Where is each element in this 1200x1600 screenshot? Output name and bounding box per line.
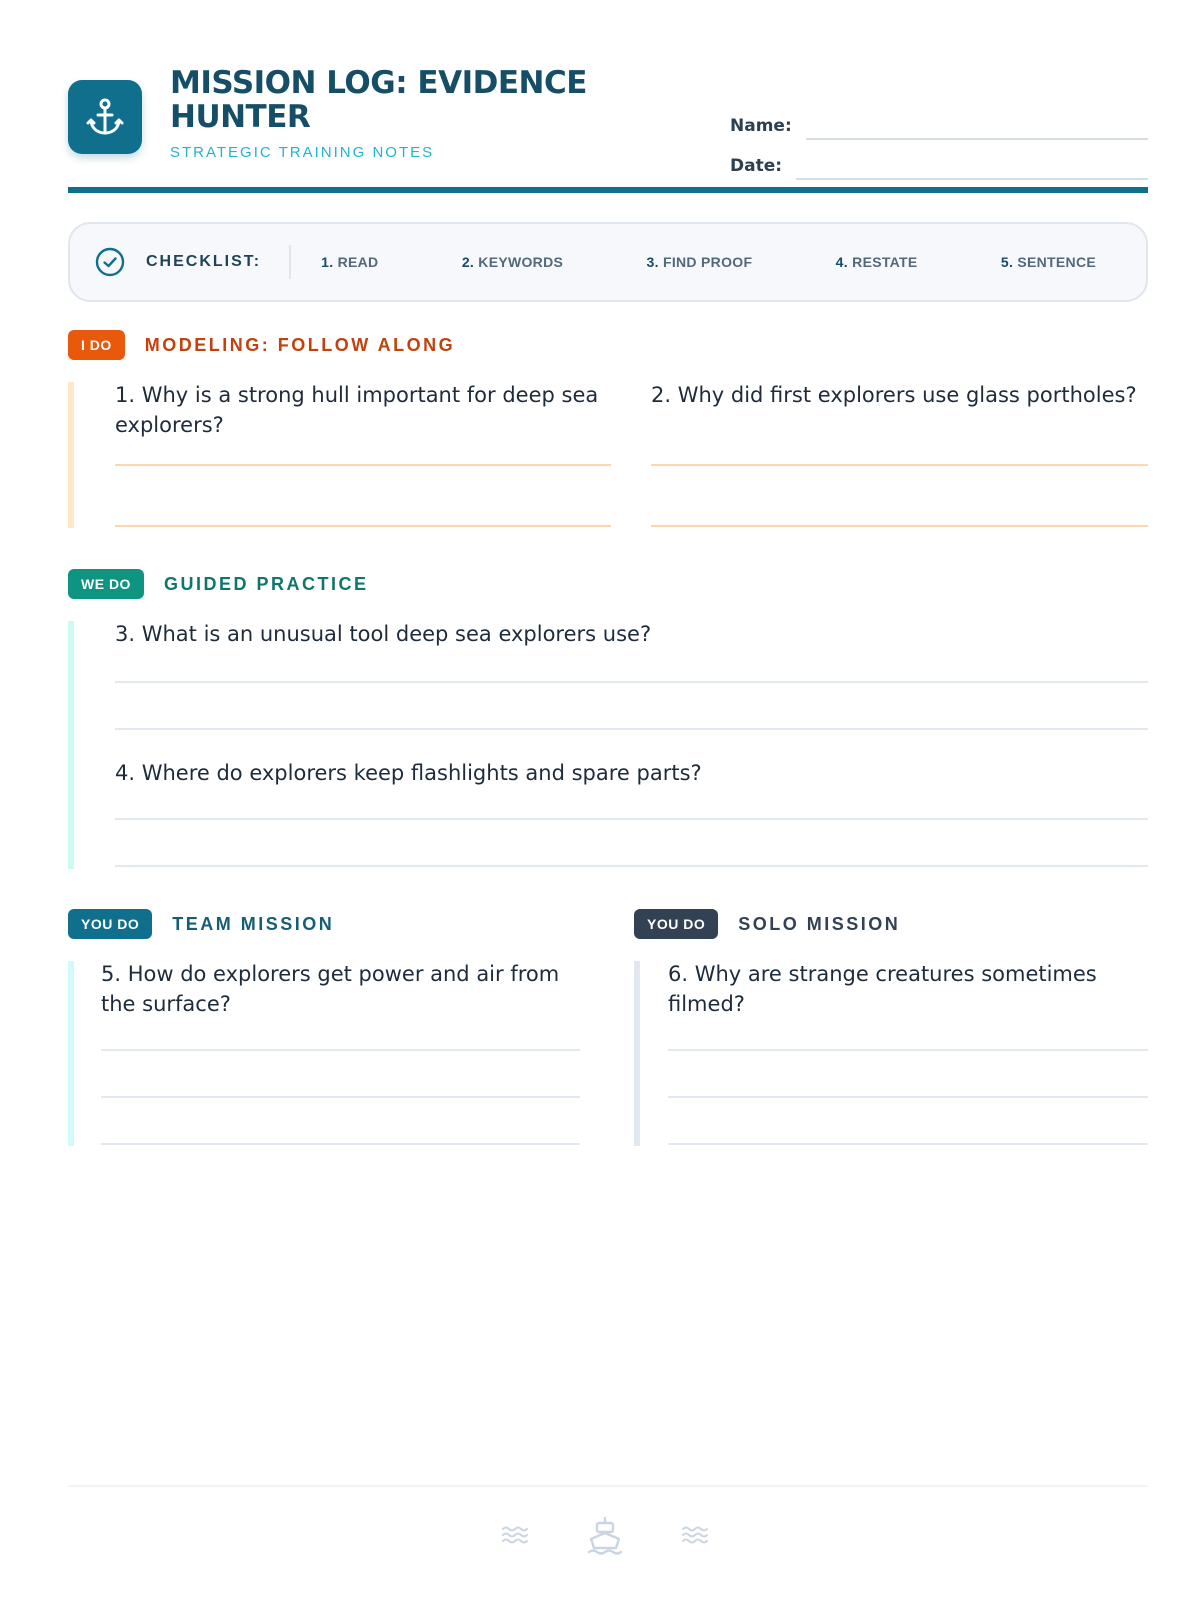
we-do-badge: WE DO [68, 569, 144, 599]
solo-accent-bar [634, 961, 640, 1146]
question-5: 5. How do explorers get power and air from the surface? [101, 962, 560, 1016]
waves-icon [680, 1522, 710, 1548]
page-subtitle: STRATEGIC TRAINING NOTES [170, 144, 435, 161]
question-1: 1. Why is a strong hull important for deep sea explorers? [115, 383, 599, 437]
checklist-step-restate: 4. RESTATE [835, 254, 918, 270]
answer-line[interactable] [101, 1096, 580, 1098]
checklist-label: CHECKLIST: [146, 253, 262, 270]
question-3: 3. What is an unusual tool deep sea explorers use? [115, 622, 652, 646]
waves-icon [500, 1522, 530, 1548]
date-label: Date: [730, 156, 783, 176]
ship-icon [586, 1515, 624, 1555]
team-accent-bar [68, 961, 74, 1146]
checklist-step-read: 1. READ [321, 254, 379, 270]
header-divider [68, 187, 1148, 193]
question-2: 2. Why did first explorers use glass portholes? [651, 383, 1137, 407]
solo-you-do-badge: YOU DO [634, 909, 718, 939]
date-field[interactable] [730, 140, 1148, 180]
page-title: MISSION LOG: EVIDENCE HUNTER [170, 65, 587, 135]
i-do-accent-bar [68, 382, 74, 528]
solo-mission-title: SOLO MISSION [738, 913, 901, 934]
footer-divider [68, 1485, 1148, 1487]
date-input-line[interactable] [796, 160, 1148, 180]
we-do-accent-bar [68, 621, 74, 869]
checklist-step-keywords: 2. KEYWORDS [461, 254, 564, 270]
answer-line[interactable] [115, 728, 1148, 730]
question-4: 4. Where do explorers keep flashlights and spare parts? [115, 761, 702, 785]
answer-line[interactable] [651, 525, 1148, 527]
answer-line[interactable] [115, 865, 1148, 867]
worksheet-header [68, 66, 1148, 196]
team-mission-header [68, 909, 334, 939]
i-do-header [68, 330, 455, 360]
answer-line[interactable] [101, 1143, 580, 1145]
i-do-badge: I DO [68, 330, 125, 360]
answer-line[interactable] [101, 1049, 580, 1051]
name-label: Name: [730, 116, 792, 136]
name-field[interactable] [730, 100, 1148, 140]
footer-decoration [500, 1510, 710, 1560]
answer-line[interactable] [115, 681, 1148, 683]
check-circle-icon [94, 246, 126, 278]
answer-line[interactable] [668, 1049, 1148, 1051]
answer-line[interactable] [115, 525, 611, 527]
question-6: 6. Why are strange creatures sometimes filmed? [668, 962, 1097, 1016]
checklist-step-find-proof: 3. FIND PROOF [646, 254, 753, 270]
answer-line[interactable] [115, 818, 1148, 820]
answer-line[interactable] [668, 1143, 1148, 1145]
i-do-title: MODELING: FOLLOW ALONG [144, 334, 456, 355]
anchor-icon [68, 80, 142, 154]
answer-line[interactable] [651, 464, 1148, 466]
we-do-header [68, 569, 368, 599]
answer-line[interactable] [668, 1096, 1148, 1098]
we-do-title: GUIDED PRACTICE [163, 573, 369, 594]
solo-mission-header [634, 909, 900, 939]
team-you-do-badge: YOU DO [68, 909, 152, 939]
checklist-bar [68, 222, 1148, 302]
checklist-step-sentence: 5. SENTENCE [1000, 254, 1096, 270]
answer-line[interactable] [115, 464, 611, 466]
team-mission-title: TEAM MISSION [172, 913, 335, 934]
name-input-line[interactable] [806, 120, 1148, 140]
